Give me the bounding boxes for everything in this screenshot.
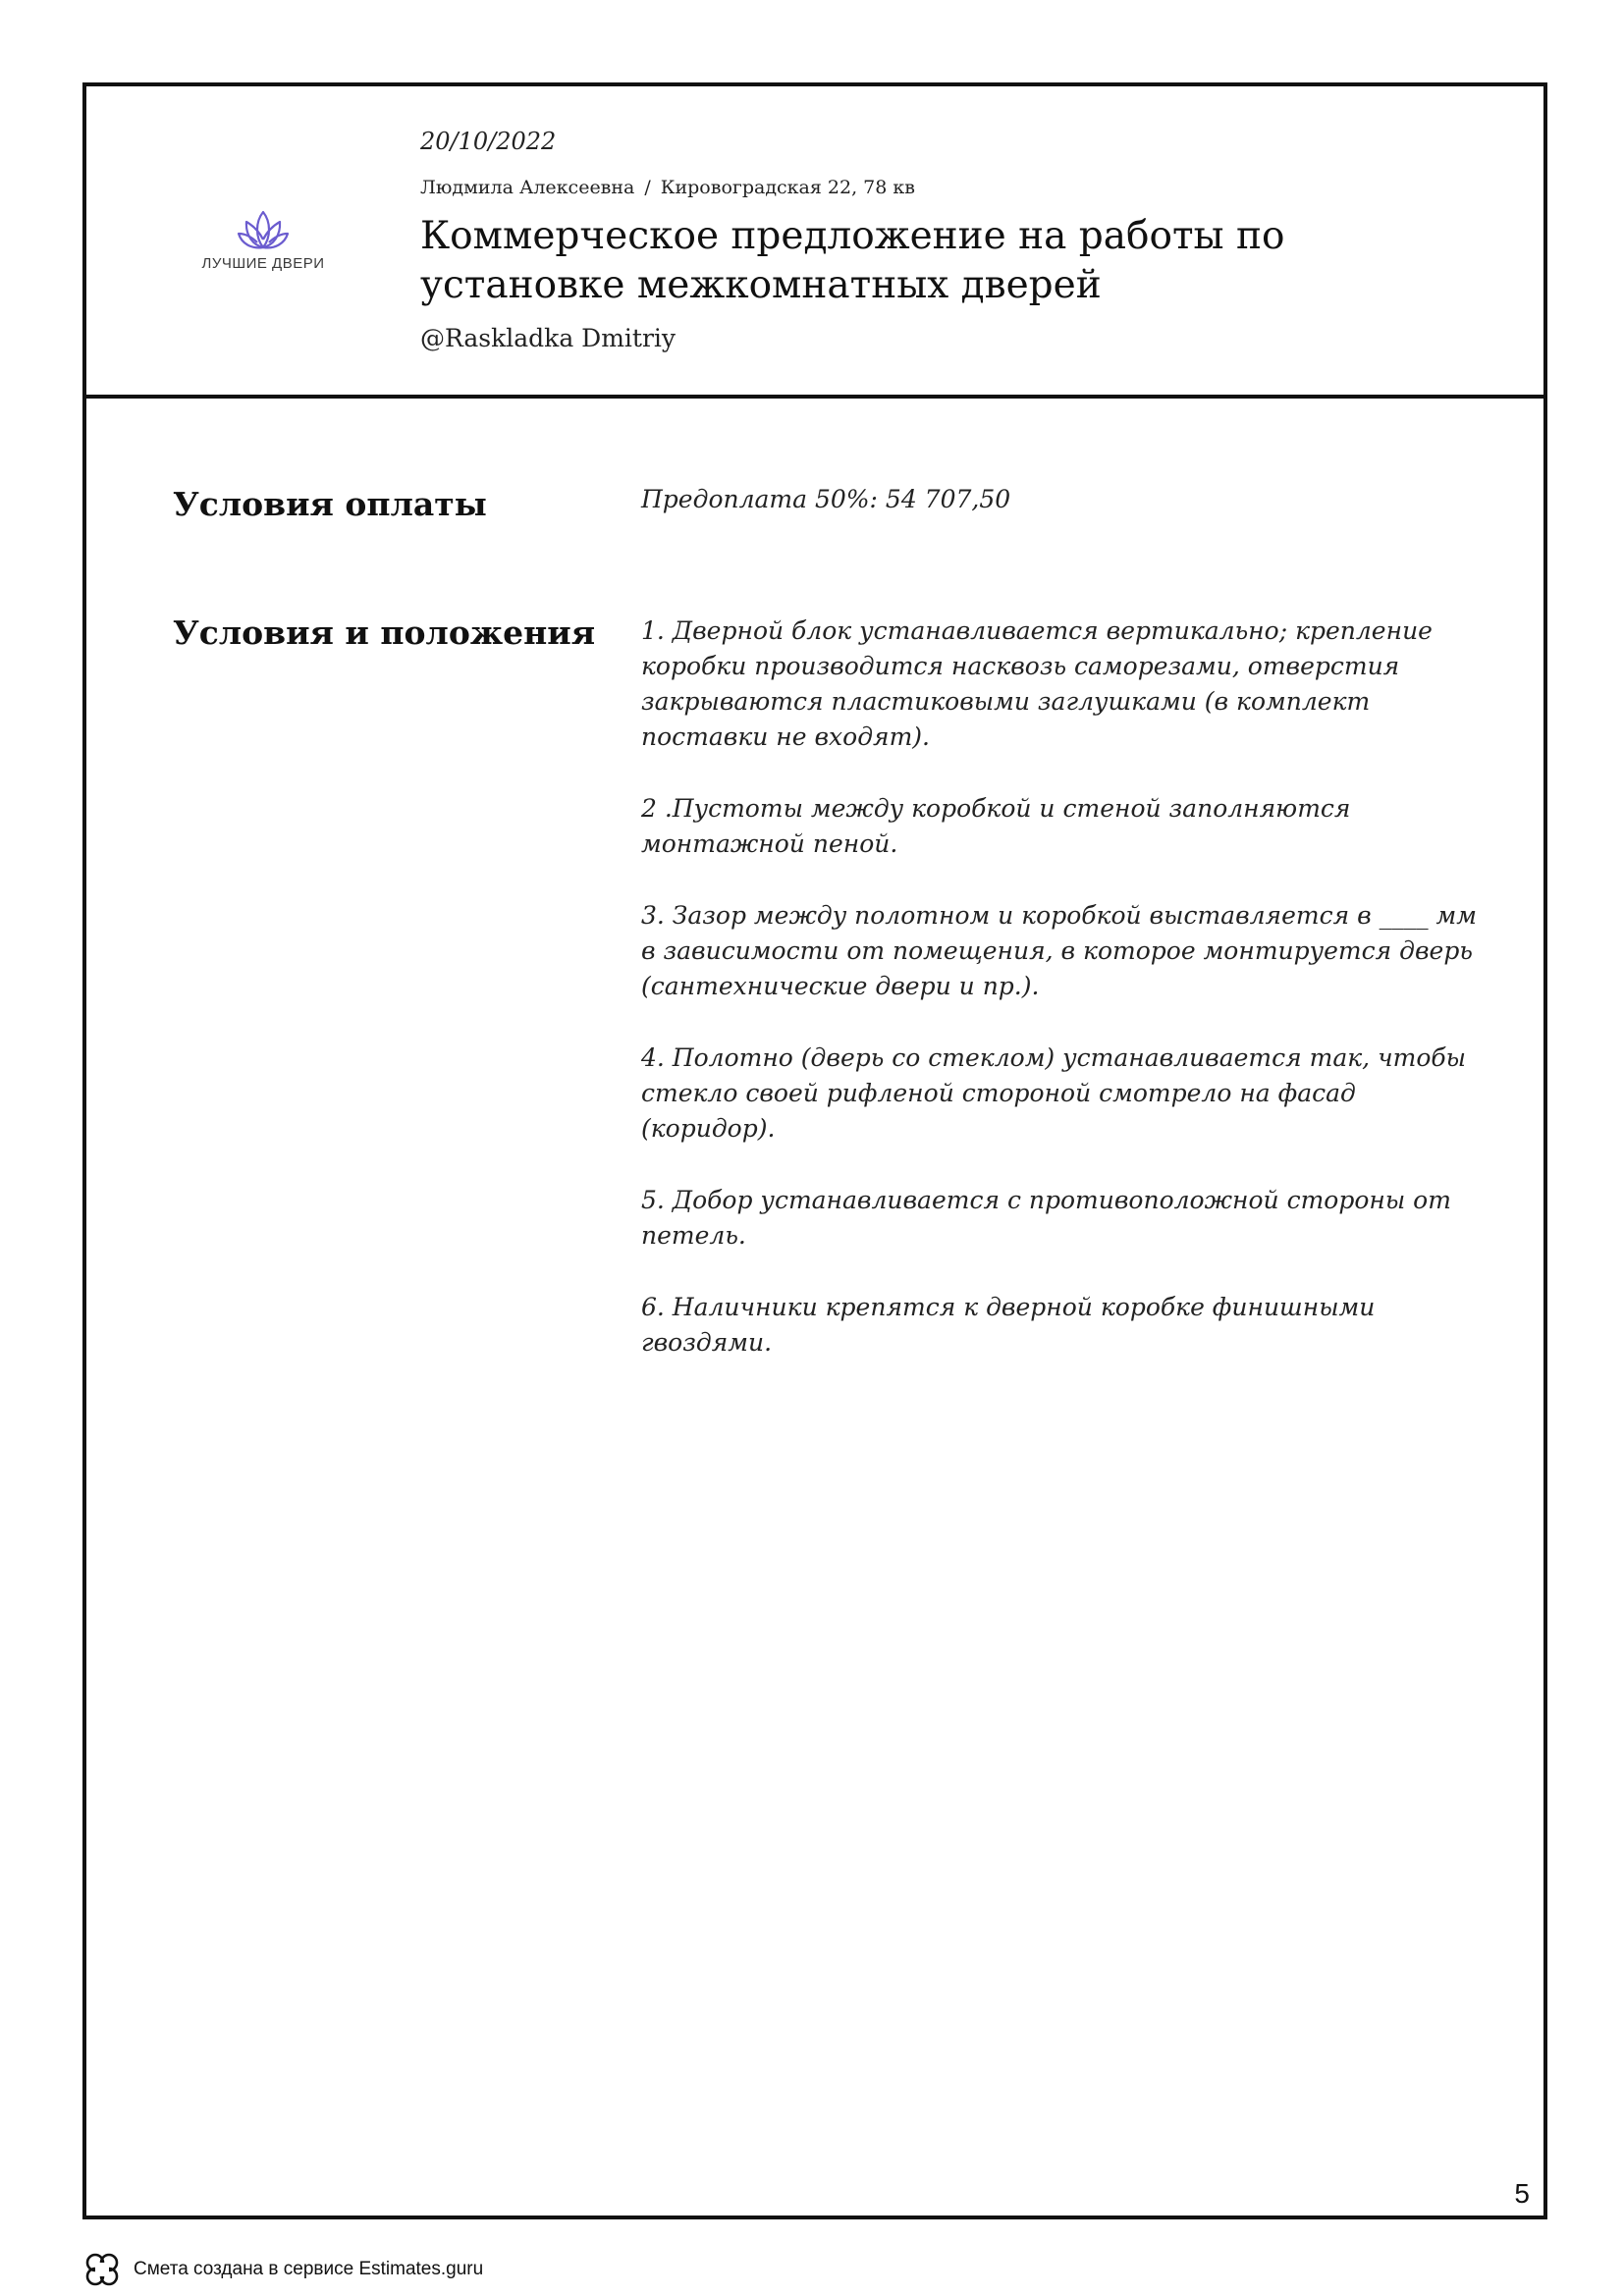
payment-terms-value: Предоплата 50%: 54 707,50 xyxy=(641,485,1011,513)
document-date: 20/10/2022 xyxy=(420,128,557,155)
client-line xyxy=(420,177,915,198)
term-item: 4. Полотно (дверь со стеклом) устанавливается так, чтобы стекло своей рифленой стороной смотрело на фасад (коридор). xyxy=(641,1043,1467,1143)
payment-terms-heading: Условия оплаты xyxy=(173,485,487,523)
client-address: Кировоградская 22, 78 кв xyxy=(660,177,915,198)
logo-text: ЛУЧШИЕ ДВЕРИ xyxy=(201,255,325,272)
client-separator: / xyxy=(644,177,651,198)
term-item: 6. Наличники крепятся к дверной коробке финишными гвоздями. xyxy=(641,1293,1376,1357)
footer-text[interactable]: Смета создана в сервисе Estimates.guru xyxy=(134,2259,484,2279)
page-number: 5 xyxy=(1514,2178,1530,2209)
company-logo xyxy=(189,208,337,272)
term-item: 3. Зазор между полотном и коробкой выставляется в ____ мм в зависимости от помещения, в которое монтируется дверь (сантехнические двери и пр.). xyxy=(641,901,1477,1000)
terms-list xyxy=(641,614,1486,1397)
lotus-icon xyxy=(236,208,291,251)
term-item: 1. Дверной блок устанавливается вертикально; крепление коробки производится насквозь саморезами, отверстия закрываются пластиковыми заглушками (в комплект поставки не входят). xyxy=(641,616,1433,751)
page-frame xyxy=(82,82,1547,2219)
document-author: @Raskladka Dmitriy xyxy=(420,324,677,352)
document-header xyxy=(86,86,1543,399)
client-name: Людмила Алексеевна xyxy=(420,177,635,198)
terms-conditions-heading: Условия и положения xyxy=(173,614,596,652)
estimates-logo-icon xyxy=(82,2250,122,2289)
document-title: Коммерческое предложение на работы по установке межкомнатных дверей xyxy=(420,214,1285,307)
term-item: 5. Добор устанавливается с противоположной стороны от петель. xyxy=(641,1186,1451,1250)
term-item: 2 .Пустоты между коробкой и стеной заполняются монтажной пеной. xyxy=(641,794,1351,858)
footer xyxy=(82,2248,483,2291)
